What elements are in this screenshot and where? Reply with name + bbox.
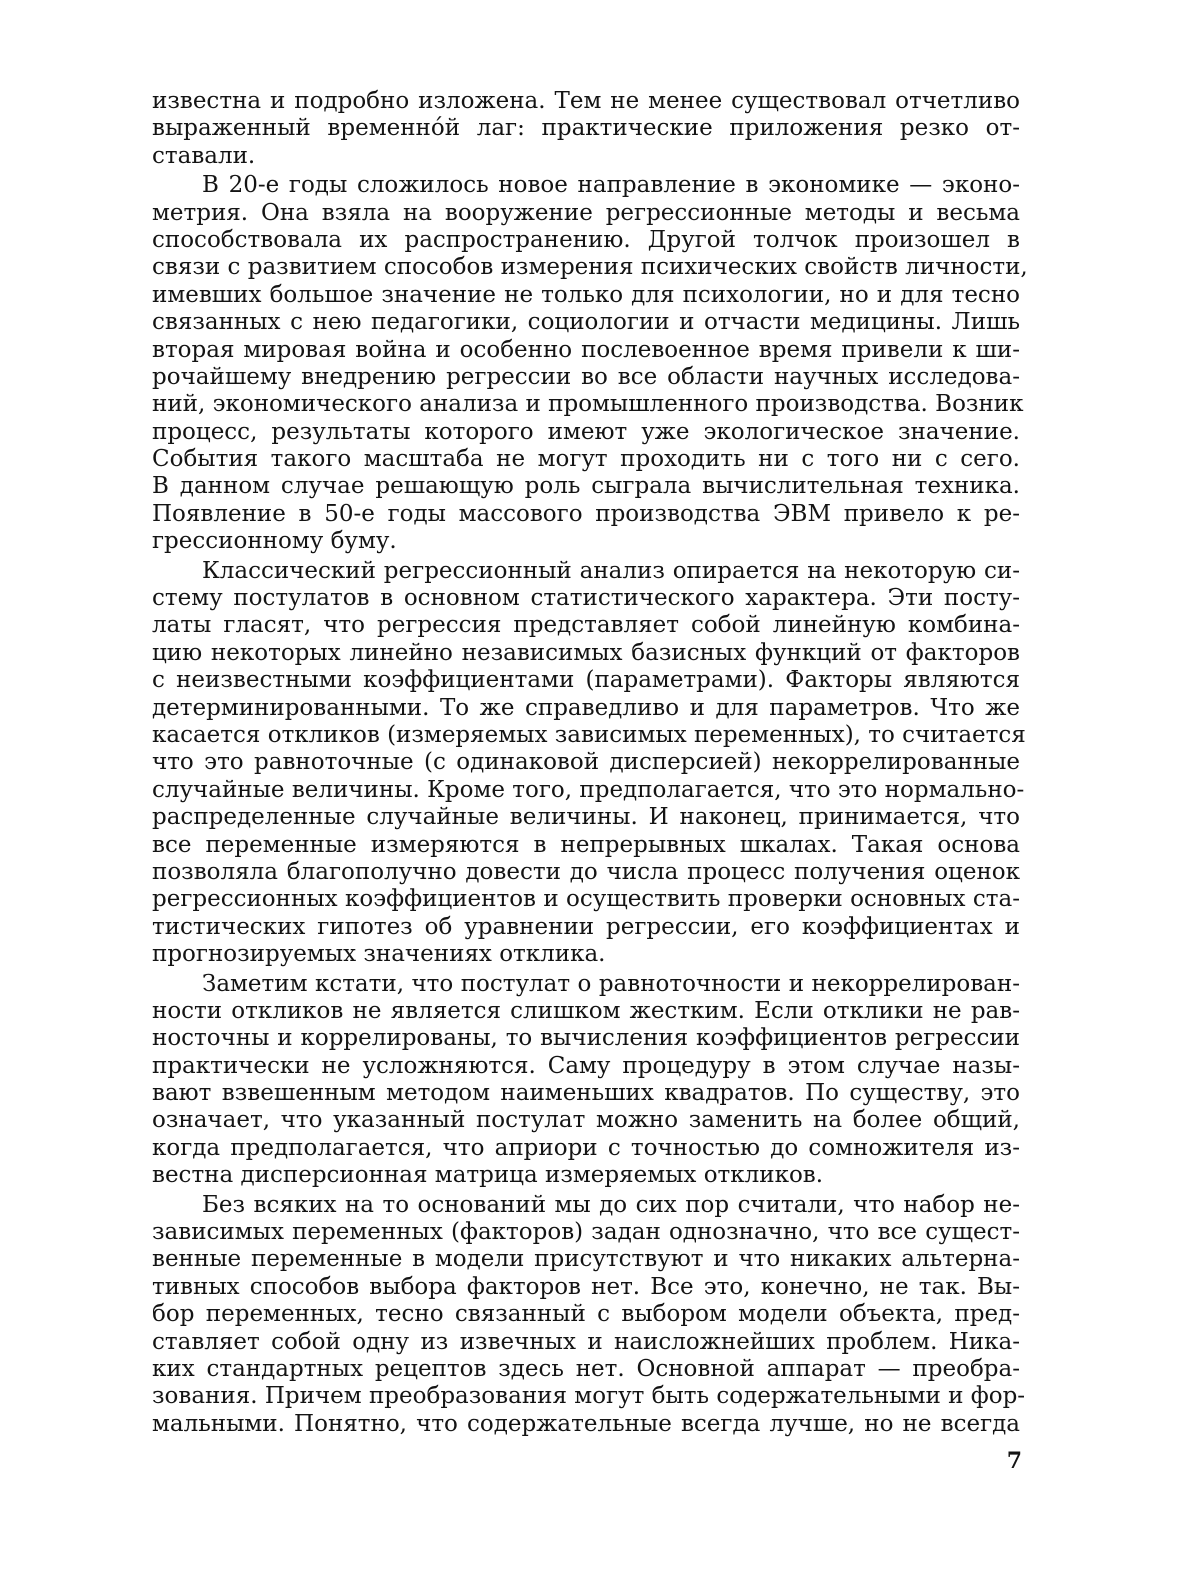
text-line: позволяла благополучно довести до числа процесс получения оценок bbox=[152, 858, 1020, 885]
text-line: События такого масштаба не могут проходить ни с того ни с сего. bbox=[152, 446, 1020, 473]
text-line: выраженный временно́й лаг: практические приложения резко от- bbox=[152, 115, 1020, 142]
text-line: связи с развитием способов измерения психических свойств личности, bbox=[152, 254, 1028, 281]
paragraph-5 bbox=[152, 1191, 1026, 1439]
text-line: случайные величины. Кроме того, предполагается, что это нормально- bbox=[152, 776, 1025, 803]
text-line: все переменные измеряются в непрерывных шкалах. Такая основа bbox=[152, 831, 1020, 858]
text-line: когда предполагается, что априори с точностью до сомножителя из- bbox=[152, 1134, 1020, 1161]
text-line: зависимых переменных (факторов) задан однозначно, что все сущест- bbox=[152, 1219, 1020, 1246]
text-line: вестна дисперсионная матрица измеряемых откликов. bbox=[152, 1162, 824, 1189]
text-line: ких стандартных рецептов здесь нет. Основной аппарат — преобра- bbox=[152, 1355, 1020, 1382]
text-line: вают взвешенным методом наименьших квадратов. По существу, это bbox=[152, 1080, 1020, 1107]
text-line: В данном случае решающую роль сыграла вычислительная техника. bbox=[152, 473, 1020, 500]
text-line: латы гласят, что регрессия представляет собой линейную комбина- bbox=[152, 612, 1020, 639]
text-line: что это равноточные (с одинаковой дисперсией) некоррелированные bbox=[152, 749, 1020, 776]
text-line: Классический регрессионный анализ опирается на некоторую си- bbox=[202, 557, 1020, 584]
text-line: ставали. bbox=[152, 142, 256, 169]
paragraph-4 bbox=[152, 971, 1020, 1190]
text-line: с неизвестными коэффициентами (параметрами). Факторы являются bbox=[152, 667, 1020, 694]
text-line: рочайшему внедрению регрессии во все области научных исследова- bbox=[152, 363, 1020, 390]
text-line: регрессионных коэффициентов и осуществить проверки основных ста- bbox=[152, 886, 1020, 913]
text-line: носточны и коррелированы, то вычисления коэффициентов регрессии bbox=[152, 1025, 1020, 1052]
text-line: детерминированными. То же справедливо и для параметров. Что же bbox=[152, 694, 1020, 721]
text-line: тистических гипотез об уравнении регрессии, его коэффициентах и bbox=[152, 913, 1020, 940]
text-line: имевших большое значение не только для психологии, но и для тесно bbox=[152, 281, 1020, 308]
text-line: цию некоторых линейно независимых базисных функций от факторов bbox=[152, 639, 1020, 666]
text-line: процесс, результаты которого имеют уже экологическое значение. bbox=[152, 418, 1020, 445]
text-line: практически не усложняются. Саму процедуру в этом случае назы- bbox=[152, 1052, 1020, 1079]
paragraph-2 bbox=[152, 172, 1028, 555]
text-line: стему постулатов в основном статистического характера. Эти посту- bbox=[152, 585, 1020, 612]
text-line: бор переменных, тесно связанный с выбором модели объекта, пред- bbox=[152, 1301, 1020, 1328]
text-line: Без всяких на то оснований мы до сих пор считали, что набор не- bbox=[202, 1191, 1020, 1218]
text-line: прогнозируемых значениях отклика. bbox=[152, 941, 606, 968]
text-line: касается откликов (измеряемых зависимых переменных), то считается bbox=[152, 721, 1026, 748]
text-line: зования. Причем преобразования могут быть содержательными и фор- bbox=[152, 1383, 1026, 1410]
text-line: грессионному буму. bbox=[152, 528, 397, 555]
text-line: тивных способов выбора факторов нет. Все это, конечно, не так. Вы- bbox=[152, 1273, 1020, 1300]
page-number: 7 bbox=[1006, 1448, 1022, 1474]
paragraph-3 bbox=[152, 557, 1026, 969]
text-line: метрия. Она взяла на вооружение регрессионные методы и весьма bbox=[152, 199, 1020, 226]
text-line: венные переменные в модели присутствуют и что никаких альтерна- bbox=[152, 1246, 1020, 1273]
text-line: Появление в 50-е годы массового производства ЭВМ привело к ре- bbox=[152, 500, 1020, 527]
paragraph-1 bbox=[152, 88, 1020, 170]
text-line: распределенные случайные величины. И наконец, принимается, что bbox=[152, 804, 1020, 831]
text-line: мальными. Понятно, что содержательные всегда лучше, но не всегда bbox=[152, 1410, 1020, 1437]
page-body bbox=[152, 88, 1028, 1438]
text-line: Заметим кстати, что постулат о равноточности и некоррелирован- bbox=[202, 970, 1020, 997]
text-line: вторая мировая война и особенно послевоенное время привели к ши- bbox=[152, 336, 1020, 363]
text-line: ний, экономического анализа и промышленного производства. Возник bbox=[152, 391, 1024, 418]
text-line: способствовала их распространению. Другой толчок произошел в bbox=[152, 226, 1020, 253]
text-line: ности откликов не является слишком жестким. Если отклики не рав- bbox=[152, 997, 1020, 1024]
text-line: В 20-е годы сложилось новое направление в экономике — эконо- bbox=[202, 172, 1020, 199]
text-line: известна и подробно изложена. Тем не менее существовал отчетливо bbox=[152, 88, 1020, 114]
text-line: связанных с нею педагогики, социологии и отчасти медицины. Лишь bbox=[152, 309, 1020, 336]
text-line: означает, что указанный постулат можно заменить на более общий, bbox=[152, 1107, 1020, 1134]
text-line: ставляет собой одну из извечных и наисложнейших проблем. Ника- bbox=[152, 1328, 1020, 1355]
